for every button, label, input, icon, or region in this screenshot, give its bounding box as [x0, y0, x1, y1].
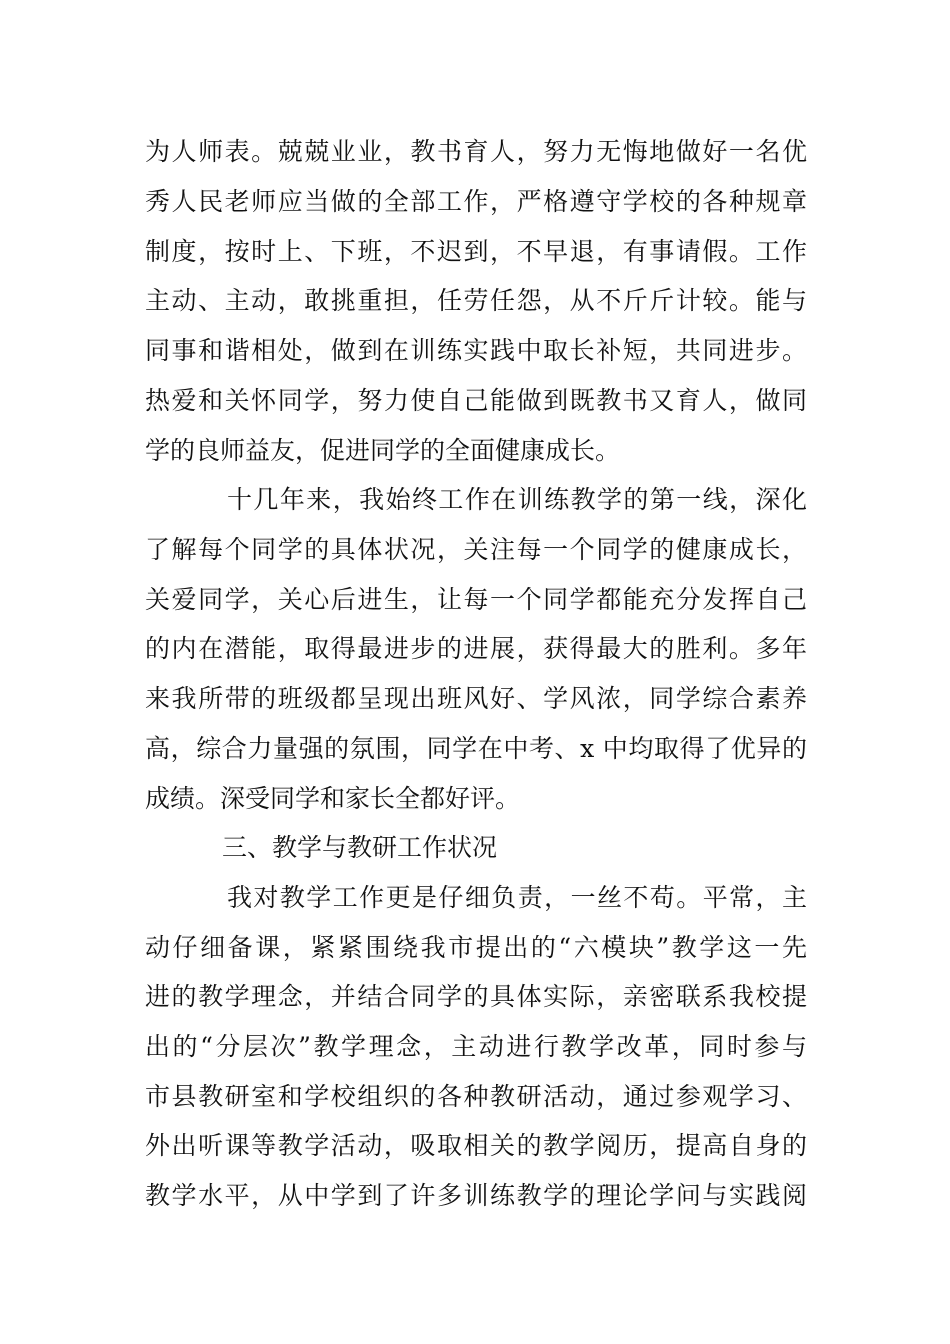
text-line: 热爱和关怀同学，努力使自己能做到既教书又育人，做同 — [145, 386, 807, 415]
text-line: 学的良师益友，促进同学的全面健康成长。 — [145, 436, 621, 465]
section-heading: 三、教学与教研工作状况 — [222, 833, 498, 862]
text-line: 教学水平，从中学到了许多训练教学的理论学问与实践阅 — [145, 1181, 807, 1210]
text-line: 进的教学理念，并结合同学的具体实际，亲密联系我校提 — [145, 982, 807, 1011]
text-line: 了解每个同学的具体状况，关注每一个同学的健康成长， — [145, 535, 807, 564]
text-line: 外出听课等教学活动，吸取相关的教学阅历，提高自身的 — [145, 1131, 807, 1160]
text-line: 出的“分层次”教学理念，主动进行教学改革，同时参与 — [145, 1032, 807, 1061]
text-line: 动仔细备课，紧紧围绕我市提出的“六模块”教学这一先 — [145, 933, 807, 962]
text-line: 成绩。深受同学和家长全都好评。 — [145, 784, 521, 813]
text-line: 关爱同学，关心后进生，让每一个同学都能充分发挥自己 — [145, 585, 807, 614]
text-line: 同事和谐相处，做到在训练实践中取长补短，共同进步。 — [145, 336, 807, 365]
text-line: 主动、主动，敢挑重担，任劳任怨，从不斤斤计较。能与 — [145, 286, 807, 315]
text-line: 市县教研室和学校组织的各种教研活动，通过参观学习、 — [145, 1082, 807, 1111]
text-line: 制度，按时上、下班，不迟到，不早退，有事请假。工作 — [145, 237, 807, 266]
text-line: 为人师表。兢兢业业，教书育人，努力无悔地做好一名优 — [145, 137, 807, 166]
paragraph-first-line: 我对教学工作更是仔细负责，一丝不苟。平常，主 — [227, 883, 807, 912]
text-line: 秀人民老师应当做的全部工作，严格遵守学校的各种规章 — [145, 187, 807, 216]
text-line: 来我所带的班级都呈现出班风好、学风浓，同学综合素养 — [145, 684, 807, 713]
text-line: 高，综合力量强的氛围，同学在中考、x 中均取得了优异的 — [145, 734, 807, 763]
paragraph-first-line: 十几年来，我始终工作在训练教学的第一线，深化 — [227, 485, 807, 514]
text-line: 的内在潜能，取得最进步的进展，获得最大的胜利。多年 — [145, 634, 807, 663]
